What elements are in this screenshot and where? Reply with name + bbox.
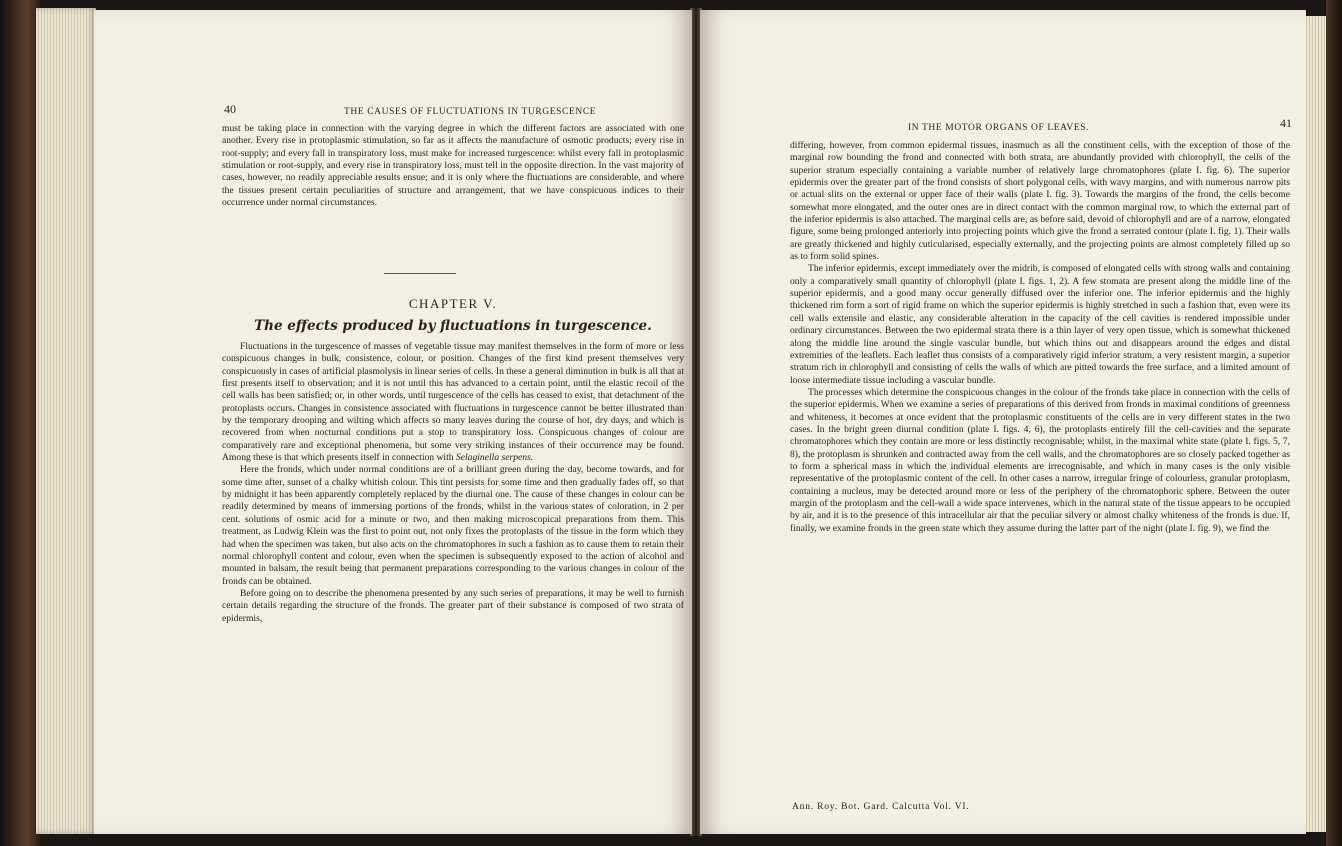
left-page-number: 40 [224,102,236,116]
paragraph: The inferior epidermis, except immediately over the midrib, is composed of elongated cells with strong walls and containing only a comparatively small quantity of chlorophyll (plate I. figs. 1, 2). A few stomata are present along the middle line of the superior epidermis, and a good many occur generally diffused over the inferior one. The inferior epidermis and the highly thickened rim form a sort of rigid frame on which the superior epidermis is highly stretched in such a fashion that, even were its cell walls extensile and elastic, any considerable alteration in the capacity of the cell cavities is rendered impossible under ordinary circumstances. Between the two epidermal strata there is a thin layer of very open tissue, which is somewhat thickened along the middle line around the single vascular bundle, but which thins out and disappears around the edges and distal extremities of the leaflets. Each leaflet thus consists of a comparatively rigid inferior stratum, a very resistent margin, a superior stratum rich in chlorophyll and consisting of cells the walls of which are pitted towards the free surface, and a limited amount of loose intermediate tissue including a vascular bundle. [790,263,1290,386]
right-text [790,140,1290,535]
paragraph: must be taking place in connection with the varying degree in which the different factors are associated with one another. Every rise in protoplasmic stimulation, so far as it affects the manufacture of osmotic products; every rise in root-supply; and every fall in transpiratory loss, must make for increased turgescence: whilst every fall in protoplasmic stimulation or root-supply, and every rise in transpiratory loss, must tell in the opposite direction. In the vast majority of cases, however, no readily appreciable results ensue; and it is only where the fluctuations are considerable, and where the tissues present certain peculiarities of structure and arrangement, that we have conspicuous indices to their occurrence under normal circumstances. [222,123,684,209]
chapter-title: The effects produced by fluctuations in turgescence. [254,318,652,334]
left-chapter-text [222,341,684,625]
journal-footer: Ann. Roy. Bot. Gard. Calcutta Vol. VI. [792,802,970,812]
paragraph: differing, however, from common epidermal tissues, inasmuch as all the constituent cells, with the exception of those of the marginal row bounding the frond and connected with both strata, are abundantly provided with chlorophyll, the cells of the superior stratum especially containing a variable number of relatively large chromatophores (plate I. fig. 6). The superior epidermis over the greater part of the frond consists of short polygonal cells, with wavy margins, and with numerous narrow pits or actual slits on the external or upper face of their walls (plate I. fig. 3). Towards the margins of the frond, the cells become somewhat more elongated, and the outer ones are in direct contact with the common marginal row, to which the external part of the inferior epidermis is also attached. The marginal cells are, as before said, devoid of chlorophyll and are of a narrow, elongated figure, some being prolonged anteriorly into projecting points which give the frond a serrated contour (plate I. fig. 1). Their walls are greatly thickened and highly cuticularised, especially externally, and the projecting points are almost completely filled up so as to form solid spines. [790,140,1290,263]
left-page [94,10,692,834]
book-cover-edge-right [1326,0,1342,846]
left-opening-text [222,123,684,209]
paragraph [222,341,684,464]
page-stack-left [36,8,96,834]
section-divider [384,273,456,274]
book-cover-edge-left [0,0,40,846]
right-page [700,10,1306,834]
species-name: Selaginella serpens. [455,452,534,464]
right-page-number: 41 [1280,116,1292,130]
paragraph-text: Fluctuations in the turgescence of masses of vegetable tissue may manifest themselves in the form of more or less conspicuous changes in bulk, consistence, colour, or position. Changes of the first kind present themselves very conspicuously in cases of artificial plasmolysis in linear series of cells. In these a general diminution in bulk is all that at first presents itself to observation; and it is not until this has advanced to a certain point, until the elastic recoil of the cell walls has been satisfied; or, in other words, until turgescence of the cells has ceased to exist, that detachment of the protoplasts occurs. Changes in consistence associated with fluctuations in turgescence cannot be better illustrated than by the temporary drooping and wilting which affects so many leaves during the course of hot, dry days, and which is recovered from when nocturnal conditions put a stop to transpiratory loss. Conspicuous changes of colour are comparatively rare and exceptional phenomena, but some very striking instances of their occurrence may be found. Among these is that which presents itself in connection with [222,341,684,464]
paragraph: Here the fronds, which under normal conditions are of a brilliant green during the day, become towards, and for some time after, sunset of a chalky whitish colour. This tint persists for some time and then gradually fades off, so that by midnight it has been apparently completely replaced by the diurnal one. The cause of these changes in colour can be readily determined by means of immersing portions of the fronds, whilst in the various states of coloration, in 2 per cent. solutions of osmic acid for a minute or two, and then making microscopical preparations from them. This treatment, as Ludwig Klein was the first to point out, not only fixes the protoplasts of the tissue in the form which they had when the specimen was taken, but also acts on the chromatophores in such a fashion as to cause them to retain their normal chlorophyll content and colour, even when the specimen is subsequently exposed to the action of alcohol and mounted in balsam, the result being that permanent preparations corresponding to the various changes in colour of the fronds can be obtained. [222,464,684,587]
left-running-head: THE CAUSES OF FLUCTUATIONS IN TURGESCENCE [344,107,597,117]
paragraph: The processes which determine the conspicuous changes in the colour of the fronds take place in connection with the cells of the superior epidermis. When we examine a series of preparations of this derived from fronds in maximal conditions of greenness and whiteness, it becomes at once evident that the protoplasmic constituents of the cells are in very different states in the two cases. In the bright green diurnal condition (plate I. figs. 4, 6), the protoplasts entirely fill the cell-cavities and the separate chromatophores which they contain are more or less distinctly recognisable; whilst, in the maximal white state (plate I. figs. 5, 7, 8), the protoplasm is shrunken and contracted away from the cell walls, and the chromatophores are so closely packed together as to form a spherical mass in which the individual elements are irrecognisable, and which in many cases is the only visible representative of the protoplasmic content of the cell. In other cases a narrow, irregular fringe of colourless, granular protoplasm, containing a nucleus, may be detected around more or less of the periphery of the chromatophoric sphere. Between the outer margin of the protoplasm and the cell-wall a wide space intervenes, which in the natural state of the tissue appears to be occupied by air, and it is to the presence of this intracellular air that the peculiar silvery or almost chalky whiteness of the fronds is due. If, finally, we examine fronds in the green state which they assume during the latter part of the night (plate I. fig. 9), we find the [790,386,1290,534]
paragraph: Before going on to describe the phenomena presented by any such series of preparations, it may be well to furnish certain details regarding the structure of the fronds. The greater part of their substance is composed of two strata of epidermis, [222,587,684,624]
chapter-label: CHAPTER V. [408,296,498,311]
right-running-head: IN THE MOTOR ORGANS OF LEAVES. [908,123,1090,133]
page-stack-right [1304,16,1326,832]
